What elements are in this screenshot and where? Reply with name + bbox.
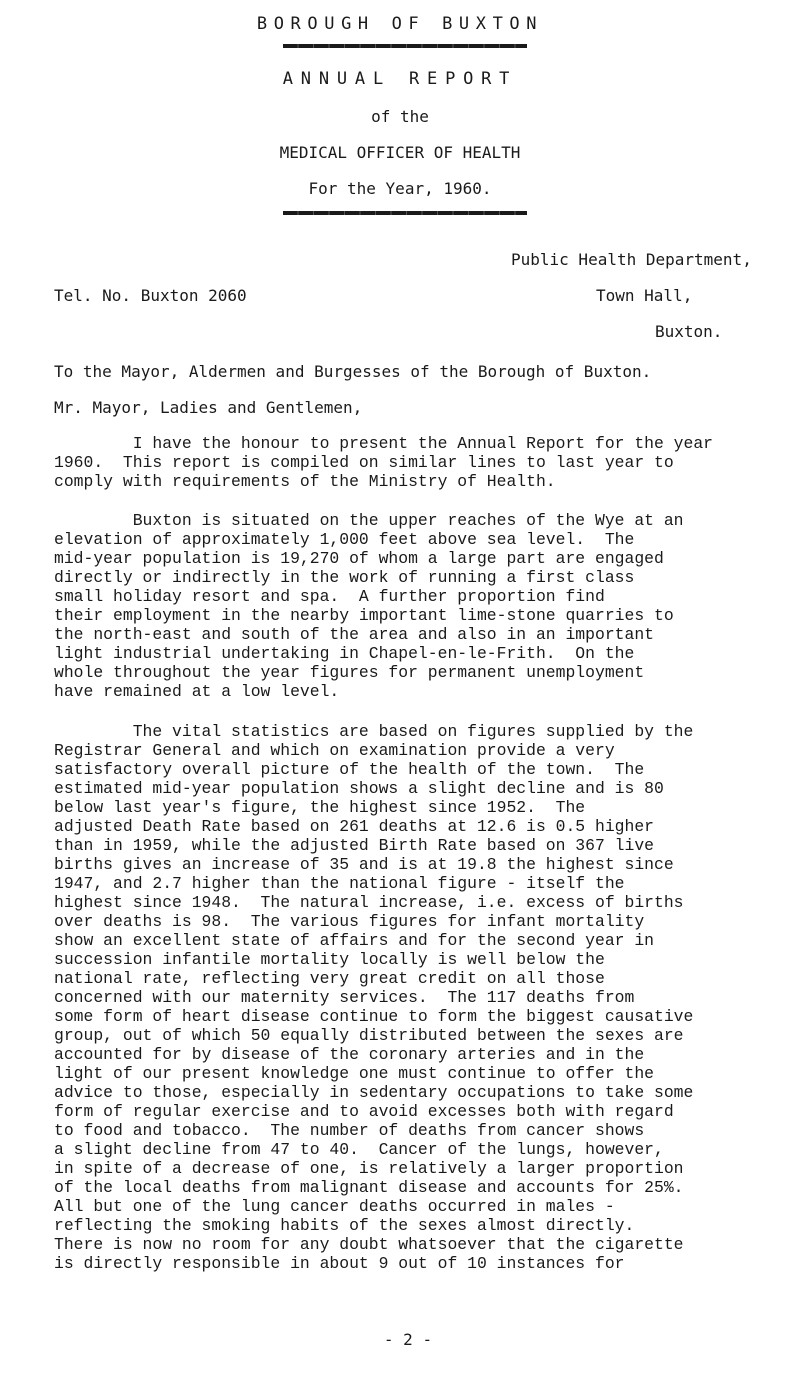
town-line: Buxton. <box>655 322 723 341</box>
department-line: Public Health Department, <box>511 250 752 269</box>
telephone-line: Tel. No. Buxton 2060 <box>54 286 247 305</box>
of-the-line: of the <box>371 107 429 126</box>
report-title: ANNUAL REPORT <box>282 69 518 89</box>
paragraph-vital-statistics: The vital statistics are based on figures supplied by the Registrar General and which on examination provide a very satisfactory overall picture of the health of the town. The estimated mid-year population shows a slight decline and is 80 below last year's figure, the highest since 1952. The adjusted Death Rate based on 261 deaths at 12.6 is 0.5 higher than in 1959, while the adjusted Birth Rate based on 367 live births gives an increase of 35 and is at 19.8 the highest since 1947, and 2.7 higher than the national figure - itself the highest since 1948. The natural increase, i.e. excess of births over deaths is 98. The various figures for infant mortality show an excellent state of affairs and for the second year in succession infantile mortality locally is well below the national rate, reflecting very great credit on all those concerned with our maternity services. The 117 deaths from some form of heart disease continue to form the biggest causative group, out of which 50 equally distributed between the sexes are accounted for by disease of the coronary arteries and in the light of our present knowledge one must continue to offer the advice to those, especially in sedentary occupations to take some form of regular exercise and to avoid excesses both with regard to food and tobacco. The number of deaths from cancer shows a slight decline from 47 to 40. Cancer of the lungs, however, in spite of a decrease of one, is relatively a larger proportion of the local deaths from malignant disease and accounts for 25%. All but one of the lung cancer deaths occurred in males - reflecting the smoking habits of the sexes almost directly. There is now no room for any doubt whatsoever that the cigarette is directly responsible in about 9 out of 10 instances for <box>54 722 694 1273</box>
borough-title: BOROUGH OF BUXTON <box>256 14 544 34</box>
page-number: - 2 - <box>383 1330 433 1349</box>
year-line: For the Year, 1960. <box>308 179 492 198</box>
top-rule <box>283 44 527 48</box>
town-hall-line: Town Hall, <box>596 286 693 305</box>
addressee-line: To the Mayor, Aldermen and Burgesses of the Borough of Buxton. <box>54 362 652 381</box>
paragraph-intro: I have the honour to present the Annual Report for the year 1960. This report is compiled on similar lines to last year to comply with requirements of the Ministry of Health. <box>54 434 714 491</box>
greeting-line: Mr. Mayor, Ladies and Gentlemen, <box>54 398 363 417</box>
paragraph-situation: Buxton is situated on the upper reaches of the Wye at an elevation of approximately 1,000 feet above sea level. The mid-year population is 19,270 of whom a large part are engaged directly or indirectly in the work of running a first class small holiday resort and spa. A further proportion find their employment in the nearby important lime-stone quarries to the north-east and south of the area and also in an important light industrial undertaking in Chapel-en-le-Frith. On the whole throughout the year figures for permanent unemployment have remained at a low level. <box>54 511 684 701</box>
bottom-rule <box>283 211 527 215</box>
officer-line: MEDICAL OFFICER OF HEALTH <box>279 143 521 162</box>
